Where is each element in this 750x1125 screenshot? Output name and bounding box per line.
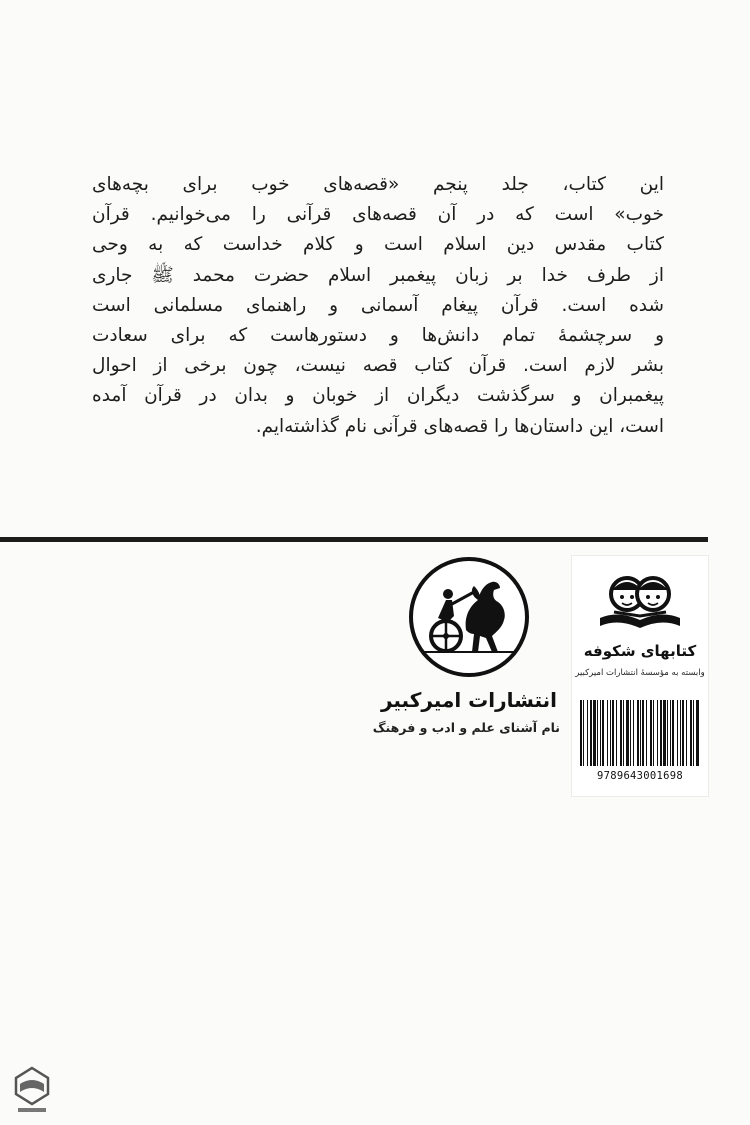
isbn-barcode	[579, 700, 701, 766]
blurb-line: شده است. قرآن پیغام آسمانی و راهنمای مسلمانی است	[92, 294, 664, 316]
publisher-name: انتشارات امیرکبیر	[380, 688, 558, 712]
blurb-line: و سرچشمهٔ تمام دانش‌ها و دستورهاست که برای سعادت	[92, 325, 664, 347]
publisher-tagline: نام آشنای علم و ادب و فرهنگ	[372, 720, 560, 735]
blurb-line: از طرف خدا بر زبان پیغمبر اسلام حضرت محمد ﷺ جاری	[92, 264, 664, 286]
imprint-name: کتابهای شکوفه	[583, 642, 697, 660]
isbn-number: 9789643001698	[596, 770, 684, 782]
blurb-line: این کتاب، جلد پنجم «قصه‌های خوب برای بچه‌های	[92, 174, 664, 195]
blurb-line: کتاب مقدس دین اسلام است و کلام خداست که به وحی	[92, 234, 664, 256]
imprint-barcode-label	[572, 556, 708, 796]
amirkabir-chariot-emblem-icon	[408, 556, 530, 678]
cover-blurb	[92, 170, 664, 442]
divider-rule	[0, 537, 708, 542]
blurb-line: است، این داستان‌ها را قصه‌های قرآنی نام گذاشته‌ایم.	[255, 415, 664, 437]
blurb-line: خوب» است که در آن قصه‌های قرآنی را می‌خوانیم. قرآن	[92, 204, 664, 226]
blurb-line: بشر لازم است. قرآن کتاب قصه نیست، چون برخی از احوال	[92, 355, 664, 377]
shokoufeh-kids-logo-icon	[594, 566, 686, 644]
imprint-subtitle: وابسته به مؤسسهٔ انتشارات امیرکبیر	[575, 668, 705, 678]
book-stamp-logo-icon	[10, 1064, 54, 1116]
blurb-line: پیغمبران و سرگذشت دیگران از خوبان و بدان در قرآن آمده	[92, 385, 664, 407]
publisher-block	[372, 556, 560, 746]
